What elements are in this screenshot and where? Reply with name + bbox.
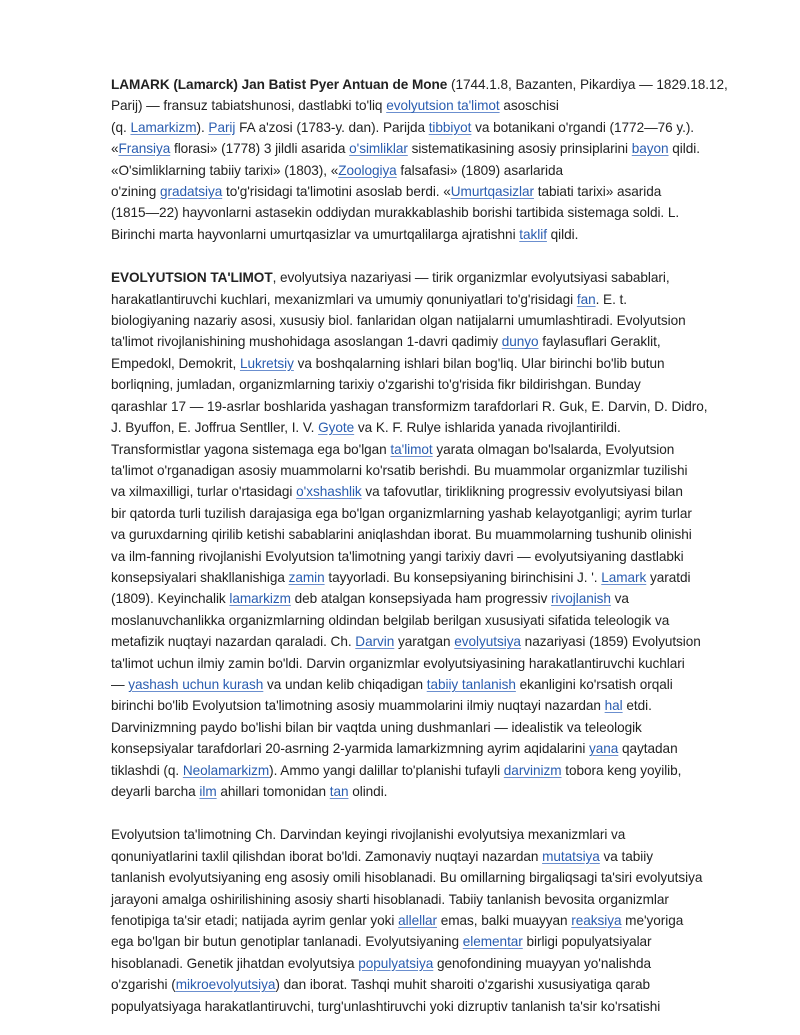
body-text: (1815—22) hayvonlarni astasekin oddiydan murakkablashib borishi tartibida sistemaga soldi. L. (111, 205, 680, 221)
body-text: ). (196, 119, 209, 135)
text-line (111, 546, 743, 567)
body-text: qonuniyatlarini taxlil qilishdan iborat bo'ldi. Zamonaviy nuqtayi nazardan (111, 848, 543, 864)
inline-link[interactable]: mikroevolyutsiya (175, 977, 276, 993)
inline-link[interactable]: fan (576, 291, 596, 307)
text-line (111, 674, 743, 695)
text-line (111, 760, 743, 781)
body-text: va xilmaxilligi, turlar o'rtasidagi (111, 484, 297, 500)
text-line (111, 181, 743, 202)
inline-link[interactable]: ilm (199, 784, 217, 799)
text-line (111, 974, 743, 995)
body-text: qarashlar 17 — 19-asrlar boshlarida yashagan transformizm tarafdorlari R. Guk, E. Darvin, D. Didro, (111, 398, 708, 414)
body-text: — (111, 676, 129, 692)
text-line (111, 996, 743, 1017)
text-line (111, 460, 743, 481)
body-text: va tafovutlar, tiriklikning progressiv evolyutsiyasi bilan (361, 484, 683, 500)
body-text: o'zgarishi ( (111, 977, 176, 993)
body-text: ega bo'lgan bir butun genotiplar tanlanadi. Evolyutsiyaning (111, 934, 463, 950)
text-line (111, 953, 743, 974)
body-text: ) dan iborat. Tashqi muhit sharoiti o'zgarishi xususiyatiga qarab (275, 977, 651, 993)
body-text: va undan kelib chiqadigan (263, 676, 427, 692)
body-text: olindi. (348, 784, 388, 799)
body-text: yarata olmagan bo'lsalarda, Evolyutsion (432, 441, 675, 457)
body-text: ahillari tomonidan (216, 784, 330, 799)
text-line (111, 610, 743, 631)
text-line (111, 138, 743, 159)
body-text: birinchi bo'lib Evolyutsion ta'limotning asosiy muammolarini ilmiy nuqtayi nazardan (111, 698, 605, 714)
body-text: . E. t. (595, 291, 627, 307)
paragraph-lamark (111, 74, 743, 245)
body-text: konsepsiyalari shakllanishiga (111, 569, 289, 585)
body-text: Parij) — fransuz tabiatshunosi, dastlabki to'liq (111, 98, 387, 114)
text-line (111, 202, 743, 223)
text-line (111, 567, 743, 588)
body-text: yaratdi (646, 569, 691, 585)
body-text: yaratgan (394, 634, 455, 650)
inline-link[interactable]: tan (329, 784, 349, 799)
text-line (111, 439, 743, 460)
body-text: (1744.1.8, Bazanten, Pikardiya — 1829.18.12, (447, 77, 728, 92)
body-text: ). Ammo yangi dalillar to'planishi tufayli (269, 762, 504, 778)
text-line (111, 889, 743, 910)
text-line (111, 310, 743, 331)
body-text: Birinchi marta hayvonlarni umurtqasizlar va umurtqalilarga ajratishni (111, 226, 520, 242)
text-line (111, 417, 743, 438)
text-line (111, 331, 743, 352)
body-text: (q. (111, 119, 131, 135)
inline-link[interactable]: o'simliklar (349, 141, 408, 157)
body-text: « (111, 141, 119, 157)
body-text: ta'limot uchun ilmiy zamin bo'ldi. Darvin organizmlar evolyutsiyasining harakatlantiruvchi kuchlari (111, 655, 685, 671)
inline-link[interactable]: yana (589, 741, 619, 757)
body-text: fenotipiga ta'sir etadi; natijada ayrim genlar yoki (111, 913, 399, 929)
body-text: Darvinizmning paydo bo'lishi bilan bir vaqtda uning dushmanlari — idealistik va teleologik (111, 719, 642, 735)
body-text: florasi» (1778) 3 jildli asarida (170, 141, 350, 157)
text-line (111, 695, 743, 716)
inline-link[interactable]: Gyote (318, 420, 355, 436)
inline-link[interactable]: elementar (462, 934, 523, 950)
text-line (111, 353, 743, 374)
inline-link[interactable]: bayon (631, 141, 669, 157)
body-text: jarayoni amalga oshirilishining asosiy sharti hisoblanadi. Tabiiy tanlanish bevosita organizmlar (111, 891, 669, 907)
body-text: hisoblanadi. Genetik jihatdan evolyutsiya (111, 955, 359, 971)
text-line (111, 503, 743, 524)
inline-link[interactable]: Parij (208, 119, 236, 135)
body-text: populyatsiyaga harakatlantiruvchi, turg'unlashtiruvchi yoki dizruptiv tanlanish ta'sir ko'rsatishi (111, 998, 661, 1014)
text-line (111, 781, 743, 802)
body-text: tabiati tarixi» asarida (533, 184, 662, 200)
inline-link[interactable]: allellar (398, 913, 438, 929)
text-line (111, 224, 743, 245)
body-text: birligi populyatsiyalar (522, 934, 652, 950)
body-text: FA a'zosi (1783-y. dan). Parijda (235, 119, 429, 135)
inline-link[interactable]: ta'limot (390, 441, 433, 457)
body-text: deb atalgan konsepsiyada ham progressiv (290, 591, 552, 607)
body-text: deyarli barcha (111, 784, 200, 799)
body-text: qaytadan (618, 741, 678, 757)
text-line (111, 846, 743, 867)
text-line (111, 160, 743, 181)
paragraph-evolyutsion-talimot (111, 267, 743, 802)
inline-link[interactable]: darvinizm (503, 762, 562, 778)
body-text: , evolyutsiya nazariyasi — tirik organizmlar evolyutsiyasi sabablari, (272, 270, 670, 286)
inline-link[interactable]: evolyutsion ta'limot (386, 98, 500, 114)
inline-link[interactable]: tibbiyot (428, 119, 472, 135)
text-line (111, 117, 743, 138)
entry-headword: EVOLYUTSION TA'LIMOT (111, 270, 273, 286)
body-text: tayyorladi. Bu konsepsiyaning birinchisini J. '. (324, 569, 602, 585)
inline-link[interactable]: hal (604, 698, 623, 714)
body-text: asoschisi (499, 98, 559, 114)
body-text: sistematikasining asosiy prinsiplarini (407, 141, 632, 157)
inline-link[interactable]: lamarkizm (229, 591, 291, 607)
body-text: va boshqalarning ishlari bilan bog'liq. Ular birinchi bo'lib butun (293, 355, 665, 371)
inline-link[interactable]: tabiiy tanlanish (426, 676, 516, 692)
text-line (111, 824, 743, 845)
text-line (111, 267, 743, 288)
paragraph-darvindan-keyingi (111, 824, 743, 1017)
body-text: qildi. (668, 141, 700, 157)
body-text: metafizik nuqtayi nazardan qaraladi. Ch. (111, 634, 356, 650)
body-text: konsepsiyalar tarafdorlari 20-asrning 2-yarmida lamarkizmning ayrim aqidalarini (111, 741, 590, 757)
inline-link[interactable]: gradatsiya (160, 184, 223, 200)
text-line (111, 481, 743, 502)
body-text: biologiyaning nazariy asosi, xususiy biol. fanlaridan olgan natijalarni umumlashtiradi. Evolyutsion (111, 313, 686, 329)
inline-link[interactable]: taklif (519, 226, 547, 242)
inline-link[interactable]: Umurtqasizlar (450, 184, 534, 200)
body-text: etdi. (622, 698, 652, 714)
body-text: (1809). Keyinchalik (111, 591, 230, 607)
body-text: bir qatorda turli tuzilish darajasiga ega bo'lgan organizmlarning yashab kelayotganligi; ayrim turlar (111, 505, 692, 521)
inline-link[interactable]: evolyutsiya (454, 634, 521, 650)
body-text: harakatlantiruvchi kuchlari, mexanizmlari va umumiy qonuniyatlari to'g'risidagi (111, 291, 577, 307)
body-text: o'zining (111, 184, 161, 200)
text-line (111, 95, 743, 116)
inline-link[interactable]: mutatsiya (542, 848, 600, 864)
inline-link[interactable]: Neolamarkizm (182, 762, 270, 778)
inline-link[interactable]: Lamarkizm (130, 119, 197, 135)
inline-link[interactable]: Lukretsiy (239, 355, 294, 371)
body-text: Empedokl, Demokrit, (111, 355, 240, 371)
body-text: Evolyutsion ta'limotning Ch. Darvindan keyingi rivojlanishi evolyutsiya mexanizmlari va (111, 827, 626, 843)
inline-link[interactable]: reaksiya (571, 913, 622, 929)
body-text: ekanligini ko'rsatish orqali (515, 676, 673, 692)
body-text: genofondining muayyan yo'nalishda (433, 955, 652, 971)
text-line (111, 74, 743, 95)
body-text: nazariyasi (1859) Evolyutsion (520, 634, 701, 650)
body-text: emas, balki muayyan (437, 913, 572, 929)
body-text: falsafasi» (1809) asarlarida (396, 162, 563, 178)
body-text: Transformistlar yagona sistemaga ega bo'lgan (111, 441, 391, 457)
body-text: tanlanish evolyutsiyaning eng asosiy omili hisoblanadi. Bu omillarning birgaliqsagi ta'siri evolyutsiya (111, 870, 703, 886)
entry-headword: LAMARK (Lamarck) Jan Batist Pyer Antuan de Mone (111, 77, 448, 92)
body-text: J. Byuffon, E. Joffrua Sentller, I. V. (111, 420, 319, 436)
text-line (111, 524, 743, 545)
text-line (111, 631, 743, 652)
text-line (111, 396, 743, 417)
text-line (111, 588, 743, 609)
body-text: borliqning, jumladan, organizmlarning tarixiy o'zgarishi to'g'risida fikr bildirishgan. Bunday (111, 377, 641, 393)
inline-link[interactable]: rivojlanish (551, 591, 611, 607)
body-text: tiklashdi (q. (111, 762, 183, 778)
inline-link[interactable]: Darvin (355, 634, 395, 650)
text-line (111, 717, 743, 738)
inline-link[interactable]: dunyo (501, 334, 539, 350)
inline-link[interactable]: o'xshashlik (296, 484, 362, 500)
text-line (111, 289, 743, 310)
body-text: ta'limot o'rganadigan asosiy muammolarni ko'rsatib berishdi. Bu muammolar organizmlar tuzilishi (111, 462, 688, 478)
article (111, 74, 743, 1017)
body-text: qildi. (546, 226, 579, 242)
inline-link[interactable]: yashash uchun kurash (128, 676, 264, 692)
body-text: faylasuflari Geraklit, (538, 334, 661, 350)
inline-link[interactable]: Zoologiya (338, 162, 397, 178)
body-text: moslanuvchanlikka organizmlarning oldindan belgilab berilgan xususiyati sifatida teleologik va (111, 612, 670, 628)
text-line (111, 738, 743, 759)
text-line (111, 867, 743, 888)
body-text: va guruxdarning qirilib ketishi sabablarini aniqlashdan iborat. Bu muammolarning tushunib olinishi (111, 527, 692, 543)
text-line (111, 653, 743, 674)
body-text: va tabiiy (599, 848, 653, 864)
text-line (111, 374, 743, 395)
inline-link[interactable]: populyatsiya (358, 955, 434, 971)
body-text: va botanikani o'rgandi (1772—76 y.). (471, 119, 695, 135)
body-text: to'g'risidagi ta'limotini asoslab berdi. « (222, 184, 451, 200)
body-text: me'yoriga (621, 913, 684, 929)
body-text: va ilm-fanning rivojlanishi Evolyutsion ta'limotning yangi tarixiy davri — evolyutsiyaning dastlabki (111, 548, 684, 564)
body-text: va K. F. Rulye ishlarida yanada rivojlantirildi. (354, 420, 621, 436)
inline-link[interactable]: Fransiya (118, 141, 171, 157)
body-text: va (610, 591, 629, 607)
text-line (111, 931, 743, 952)
body-text: ta'limot rivojlanishining mushohidaga asoslangan 1-davri qadimiy (111, 334, 502, 350)
body-text: tobora keng yoyilib, (561, 762, 682, 778)
inline-link[interactable]: zamin (288, 569, 325, 585)
body-text: «O'simliklarning tabiiy tarixi» (1803), « (111, 162, 339, 178)
text-line (111, 910, 743, 931)
inline-link[interactable]: Lamark (601, 569, 647, 585)
